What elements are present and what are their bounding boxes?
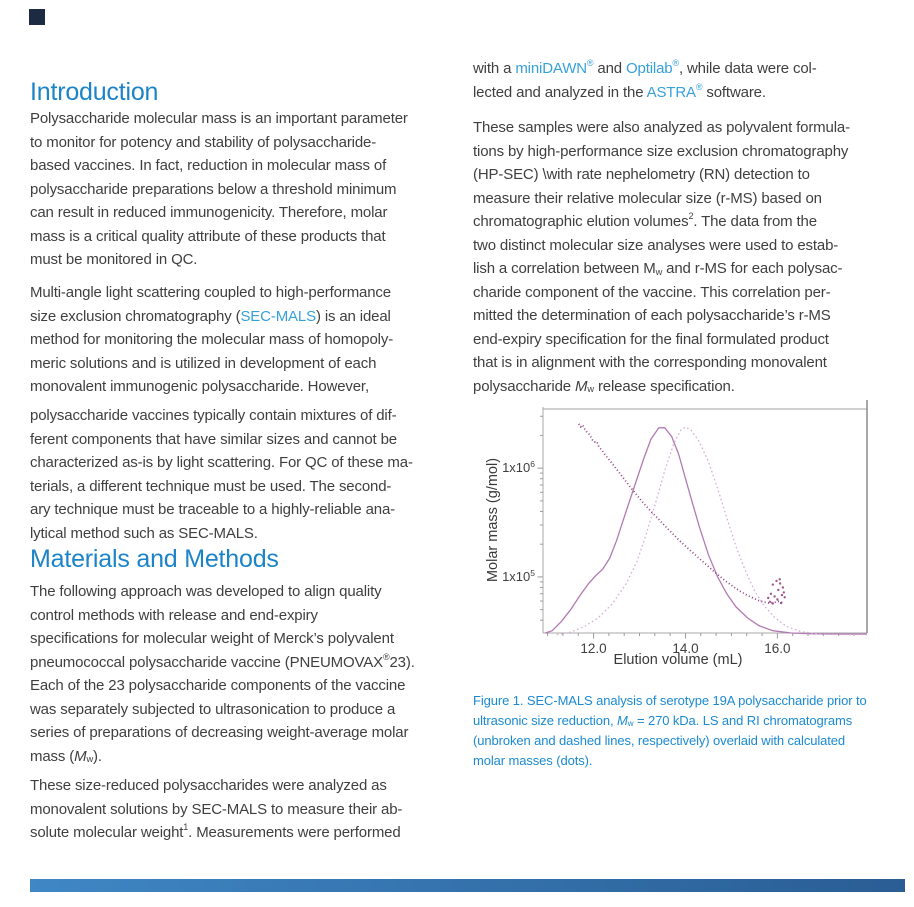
molar-mass-scatter-point bbox=[769, 601, 771, 603]
molar-mass-scatter-point bbox=[773, 595, 775, 597]
sec-mals-chart bbox=[470, 397, 912, 675]
astra-link[interactable]: ASTRA bbox=[646, 83, 696, 101]
inline-link[interactable]: ® bbox=[586, 58, 594, 69]
materials-methods-heading: Materials and Methods bbox=[30, 545, 279, 573]
molar-mass-scatter-point bbox=[779, 578, 781, 580]
text-segment: M bbox=[74, 747, 87, 765]
intro-paragraph-2: Multi-angle light scattering coupled to high-performance size exclusion chromatography (SEC-MALS) is an ideal method for monitoring the molecular mass of homopoly- meric solutions and is utilized in development of each monovalent immunogenic polysaccharide. However, bbox=[30, 284, 394, 395]
footer-accent-bar bbox=[30, 879, 905, 892]
x-tick-label: 12.0 bbox=[580, 641, 607, 656]
methods-paragraph-2: These size-reduced polysaccharides were analyzed as monovalent solutions by SEC-MALS to measure their ab- solute molecular weight$^1$. Measurements were performed bbox=[30, 777, 403, 841]
inline-link[interactable]: ® bbox=[695, 81, 703, 92]
molar-mass-scatter-point bbox=[782, 586, 784, 588]
ls-chromatogram-series bbox=[545, 428, 867, 634]
molar-mass-scatter-point bbox=[770, 593, 772, 595]
y-tick-label: $1x10^6$ bbox=[502, 459, 535, 476]
molar-mass-scatter-point bbox=[780, 602, 782, 604]
right-paragraph-1: with a miniDAWN® and Optilab®, while data were col- lected and analyzed in the ASTRA® software. bbox=[473, 58, 817, 101]
molar-mass-scatter-point bbox=[772, 602, 774, 604]
superscript: 2 bbox=[688, 211, 694, 222]
molar-mass-series bbox=[579, 424, 783, 603]
minidawn-link[interactable]: miniDAWN bbox=[515, 60, 587, 77]
molar-mass-scatter-point bbox=[781, 594, 783, 596]
brand-corner-square bbox=[29, 9, 45, 25]
subscript: w bbox=[655, 266, 663, 277]
y-axis-title: Molar mass (g/mol) bbox=[485, 457, 501, 583]
molar-mass-scatter-point bbox=[779, 582, 781, 584]
right-paragraph-2: These samples were also analyzed as polyvalent formula- tions by high-performance size exclusion chromatography (HP-SEC) \with rate nephelometry (RN) detection to measure their relative molecular size (r-MS) based on chromatographic elution volumes$^2$. The data from the two distinct molecular size analyses were used to estab- lish a correlation between $M_w$ and r-MS for each polysac- charide component of the vaccine. This correlation per- mitted the determination of each polysaccharide’s r-MS end-expiry specification for the final formulated product that is in alignment with the corresponding monovalent polysaccharide $M_w$ release specification. bbox=[473, 119, 850, 395]
molar-mass-scatter-point bbox=[775, 580, 777, 582]
x-axis-title: Elution volume (mL) bbox=[613, 652, 743, 668]
text-segment: M bbox=[574, 377, 588, 395]
intro-paragraph-3: polysaccharide vaccines typically contain mixtures of dif- ferent components that have similar sizes and cannot be characterized as-is by light scattering. For QC of these ma- terials, a different technique must be used. The second- ary technique must be traceable to a highly-reliable ana- lytical method such as SEC-MALS. bbox=[30, 407, 413, 542]
molar-mass-scatter-point bbox=[777, 589, 779, 591]
molar-mass-scatter-point bbox=[784, 596, 786, 598]
methods-paragraph-1: The following approach was developed to align quality control methods with release and end-expiry specifications for molecular weight of Merck’s polyvalent pneumococcal polysaccharide vaccine (PNEUMOVAX®23). Each of the 23 polysaccharide components of the vaccine was separately subjected to ultrasonication to produce a series of preparations of decreasing weight-average molar mass $(M_w)$. bbox=[30, 583, 415, 765]
subscript: w bbox=[86, 754, 94, 765]
figure-1-caption: Figure 1. SEC-MALS analysis of serotype 19A polysaccharide prior to ultrasonic size reduction, $M_w = 270$ kDa. LS and RI chromatograms (unbroken and dashed lines, respectively) overlaid with calculated molar masses (dots). bbox=[473, 693, 867, 768]
subscript: w bbox=[627, 719, 634, 729]
ri-chromatogram-series bbox=[557, 427, 867, 634]
subscript: w bbox=[587, 384, 594, 395]
x-tick-label: 14.0 bbox=[672, 641, 699, 656]
intro-paragraph-1: Polysaccharide molecular mass is an important parameter to monitor for potency and stability of polysaccharide- based vaccines. In fact, reduction in molecular mass of polysaccharide preparations below a threshold minimum can result in reduced immunogenicity. Therefore, molar mass is a critical quality attribute of these products that must be monitored in QC. bbox=[30, 110, 408, 268]
y-tick-label: $1x10^5$ bbox=[502, 567, 535, 584]
superscript: 1 bbox=[183, 822, 189, 833]
molar-mass-scatter-point bbox=[776, 598, 778, 600]
x-tick-label: 16.0 bbox=[764, 641, 791, 656]
intro-heading: Introduction bbox=[30, 78, 159, 106]
optilab-link[interactable]: Optilab bbox=[626, 60, 673, 77]
sec-mals-link[interactable]: SEC-MALS bbox=[240, 307, 316, 325]
molar-mass-scatter-point bbox=[767, 597, 769, 599]
text-segment: M bbox=[616, 713, 628, 728]
molar-mass-scatter-point bbox=[772, 583, 774, 585]
molar-mass-scatter-point bbox=[783, 591, 785, 593]
inline-link[interactable]: ® bbox=[672, 58, 679, 69]
superscript: ® bbox=[382, 651, 390, 662]
